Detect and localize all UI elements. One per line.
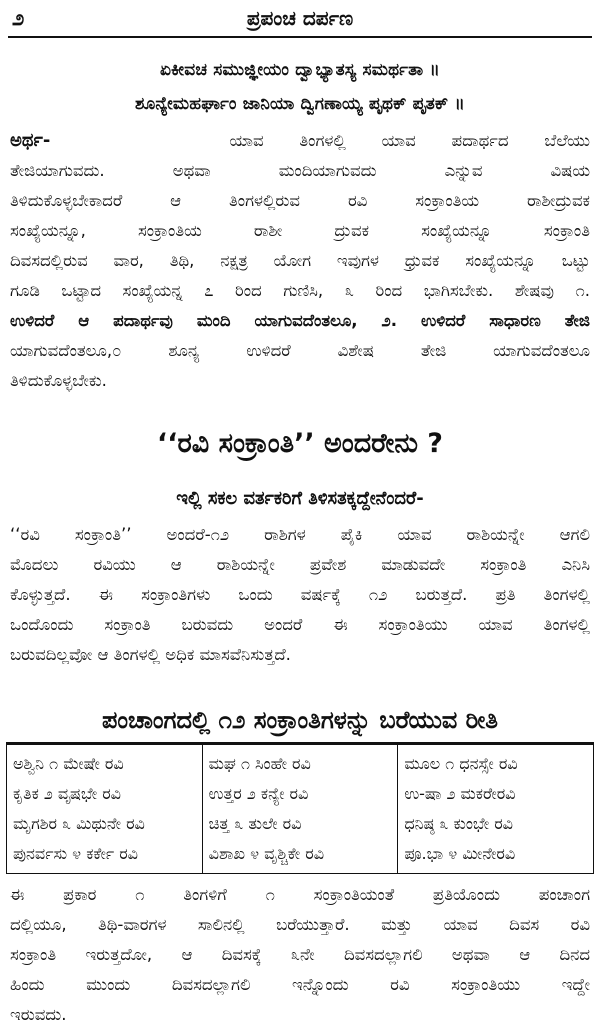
cell-line: ಧನಿಷ್ಠ ೩ ಕುಂಭೇ ರವಿ xyxy=(404,814,513,833)
cell-line: ಮೂಲ ೧ ಧನಸ್ಸೇ ರವಿ xyxy=(404,754,518,773)
table-cell xyxy=(398,745,594,874)
meaning-line: ತೇಜಿಯಾಗುವದು. ಅಥವಾ ಮಂದಿಯಾಗುವದು ಎನ್ನುವ ವಿಷಯ xyxy=(10,161,590,180)
meaning-line: ಅರ್ಥ- ಯಾವ ತಿಂಗಳಲ್ಲಿ ಯಾವ ಪದಾರ್ಥದ ಬೆಲೆಯು xyxy=(10,130,590,151)
page-number: ೨ xyxy=(12,6,25,31)
closing-line: ಸಂಕ್ರಾಂತಿ ಇರುತ್ತದೋ, ಆ ದಿವಸಕ್ಕೆ ೩ನೇ ದಿವಸದಲ್ಲಾಗಲಿ ಅಥವಾ ಆ ದಿನದ xyxy=(10,945,590,964)
cell-line: ಉತ್ತರ ೨ ಕನ್ಯೇ ರವಿ xyxy=(208,784,309,803)
explanation-line: ಬರುವದಿಲ್ಲವೋ ಆ ತಿಂಗಳಲ್ಲಿ ಅಧಿಕ ಮಾಸವೆನಿಸುತ್ತದೆ. xyxy=(10,645,291,664)
shloka-line-2: ಶೂನ್ಯೇಮಹರ್ಘಾಂ ಜಾನಿಯಾ ದ್ವಿಗಣಾಯ್ಯ ಪೃಥಕ್ ಪೃತಕ್ ॥ xyxy=(135,94,465,114)
explanation-paragraph xyxy=(10,520,590,670)
cell-line: ಮೃಗಶಿರ ೩ ಮಿಥುನೇ ರವಿ xyxy=(13,814,145,833)
closing-paragraph xyxy=(10,880,590,1030)
explanation-line: ಮೊದಲು ರವಿಯು ಆ ರಾಶಿಯನ್ನೇ ಪ್ರವೇಶ ಮಾಡುವದೇ ಸಂಕ್ರಾಂತಿ ಎನಿಸಿ xyxy=(10,555,590,574)
meaning-line: ದಿವಸದಲ್ಲಿರುವ ವಾರ, ತಿಥಿ, ನಕ್ಷತ್ರ ಯೋಗ ಇವುಗಳ ಧ್ರುವಕ ಸಂಖ್ಯೆಯನ್ನೂ ಒಟ್ಟು xyxy=(10,251,590,270)
cell-line: ಪೂ.ಭಾ ೪ ಮೀನೇರವಿ xyxy=(404,844,516,863)
running-head xyxy=(8,2,592,38)
section-heading: ‘‘ರವಿ ಸಂಕ್ರಾಂತಿ’’ ಅಂದರೇನು ? xyxy=(157,428,443,459)
table-row xyxy=(7,745,594,874)
meaning-line: ತಿಳಿದುಕೊಳ್ಳಬೇಕಾದರೆ ಆ ತಿಂಗಳಲ್ಲಿರುವ ರವಿ ಸಂಕ್ರಾಂತಿಯ ರಾಶೀದ್ರುವಕ xyxy=(10,191,590,210)
section-subheading: ಇಲ್ಲಿ ಸಕಲ ವರ್ತಕರಿಗೆ ತಿಳಿಸತಕ್ಕದ್ದೇನೆಂದರೆ- xyxy=(176,488,424,509)
meaning-paragraph xyxy=(10,126,590,396)
meaning-line: ಉಳಿದರೆ ಆ ಪದಾರ್ಥವು ಮಂದಿ ಯಾಗುವದೆಂತಲೂ, ೨. ಉಳಿದರೆ ಸಾಧಾರಣ ತೇಜಿ xyxy=(10,311,590,330)
cell-line: ಕೃತಿಕ ೨ ವೃಷಭೇ ರವಿ xyxy=(13,784,121,803)
meaning-line: ಯಾಗುವದೆಂತಲೂ,೦ ಶೂನ್ಯ ಉಳಿದರೆ ವಿಶೇಷ ತೇಜಿ ಯಾಗುವದೆಂತಲೂ xyxy=(10,341,590,360)
cell-line: ಅಶ್ವಿನಿ ೧ ಮೇಷೇ ರವಿ xyxy=(13,754,124,773)
sankranti-table xyxy=(6,744,594,874)
explanation-line: ಕೊಳ್ಳುತ್ತದೆ. ಈ ಸಂಕ್ರಾಂತಿಗಳು ಒಂದು ವರ್ಷಕ್ಕೆ ೧೨ ಬರುತ್ತದೆ. ಪ್ರತಿ ತಿಂಗಳಲ್ಲಿ xyxy=(10,585,590,604)
table-title: ಪಂಚಾಂಗದಲ್ಲಿ ೧೨ ಸಂಕ್ರಾಂತಿಗಳನ್ನು ಬರೆಯುವ ರೀತಿ xyxy=(6,700,594,744)
cell-line: ಮಘ ೧ ಸಿಂಹೇ ರವಿ xyxy=(208,754,311,773)
meaning-line: ತಿಳಿದುಕೊಳ್ಳಬೇಕು. xyxy=(10,371,107,390)
shloka-line-1: ಏಕೀವಚ ಸಮುಜ್ಞೀಯಂ ದ್ವಾಭ್ಯಾತಸ್ಯ ಸಮರ್ಥತಾ ॥ xyxy=(160,60,440,80)
cell-line: ಉ-ಷಾ ೨ ಮಕರೇರವಿ xyxy=(404,784,516,803)
table-cell xyxy=(7,745,203,874)
explanation-line: ಒಂದೊಂದು ಸಂಕ್ರಾಂತಿ ಬರುವದು ಅಂದರೆ ಈ ಸಂಕ್ರಾಂತಿಯು ಯಾವ ತಿಂಗಳಲ್ಲಿ xyxy=(10,615,590,634)
meaning-line: ಸಂಖ್ಯೆಯನ್ನೂ, ಸಂಕ್ರಾಂತಿಯ ರಾಶೀ ದ್ರುವಕ ಸಂಖ್ಯೆಯನ್ನೂ ಸಂಕ್ರಾಂತಿ xyxy=(10,221,590,240)
meaning-line: ಗೂಡಿ ಒಟ್ಟಾದ ಸಂಖ್ಯೆಯನ್ನ ೭ ರಿಂದ ಗುಣಿಸಿ, ೩ ರಿಂದ ಭಾಗಿಸಬೇಕು. ಶೇಷವು ೧. xyxy=(10,281,590,300)
closing-line: ಇರುವದು. xyxy=(10,1005,67,1024)
meaning-label: ಅರ್ಥ- xyxy=(10,130,51,151)
closing-line: ದಲ್ಲಿಯೂ, ತಿಥಿ-ವಾರಗಳ ಸಾಲಿನಲ್ಲಿ ಬರೆಯುತ್ತಾರೆ. ಮತ್ತು ಯಾವ ದಿವಸ ರವಿ xyxy=(10,915,590,934)
explanation-line: ‘‘ರವಿ ಸಂಕ್ರಾಂತಿ’’ ಅಂದರೆ-೧೨ ರಾಶಿಗಳ ಪೈಕಿ ಯಾವ ರಾಶಿಯನ್ನೇ ಆಗಲಿ xyxy=(10,525,590,544)
cell-line: ವಿಶಾಖ ೪ ವೃಶ್ಚಿಕೇ ರವಿ xyxy=(208,844,325,863)
cell-line: ಪುನರ್ವಸು ೪ ಕರ್ಕೇ ರವಿ xyxy=(13,844,139,863)
cell-line: ಚಿತ್ತ ೩ ತುಲೇ ರವಿ xyxy=(208,814,302,833)
closing-line: ಹಿಂದು ಮುಂದು ದಿವಸದಲ್ಲಾಗಲಿ ಇನ್ನೊಂದು ರವಿ ಸಂಕ್ರಾಂತಿಯು ಇದ್ದೇ xyxy=(10,975,590,994)
book-title: ಪ್ರಪಂಚ ದರ್ಪಣ xyxy=(246,6,354,30)
table-cell xyxy=(202,745,398,874)
closing-line: ಈ ಪ್ರಕಾರ ೧ ತಿಂಗಳಿಗೆ ೧ ಸಂಕ್ರಾಂತಿಯಂತೆ ಪ್ರತಿಯೊಂದು ಪಂಚಾಂಗ xyxy=(10,885,590,904)
